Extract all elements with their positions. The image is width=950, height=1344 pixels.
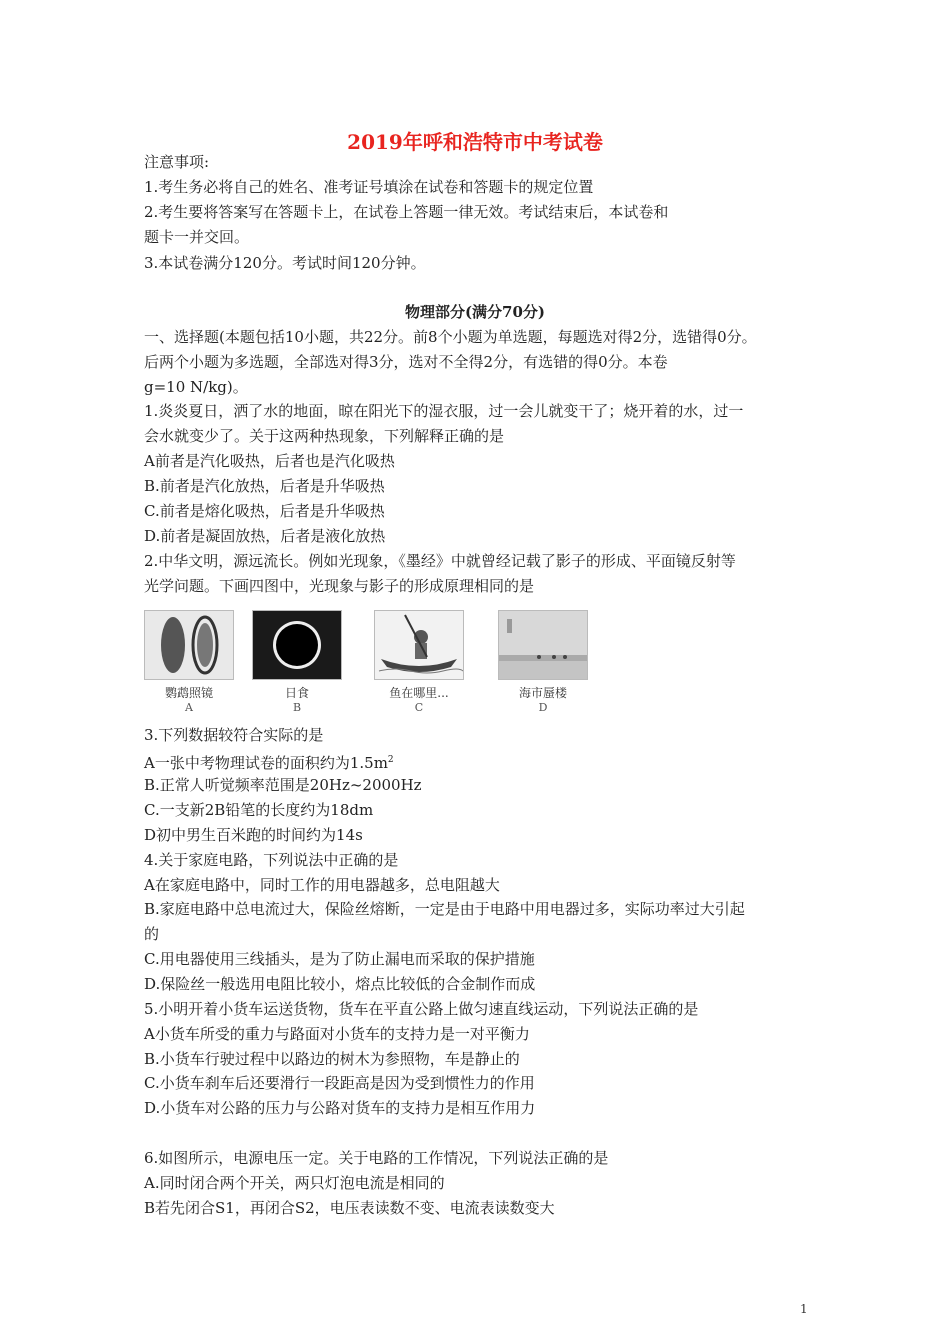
figure-c — [374, 610, 464, 714]
exam-title: 2019年呼和浩特市中考试卷 — [347, 130, 603, 154]
intro-line: 后两个小题为多选题，全部选对得3分，选对不全得2分，有选错的得0分。本卷 — [144, 353, 668, 371]
figure-a — [144, 610, 234, 714]
question-3-option-b: B.正常人听觉频率范围是20Hz~2000Hz — [144, 776, 422, 794]
question-5-option-c: C.小货车刹车后还要滑行一段距高是因为受到惯性力的作用 — [144, 1074, 535, 1092]
figure-caption: 海市蜃楼 — [518, 686, 567, 700]
intro-line: 一、选择题(本题包括10小题，共22分。前8个小题为单选题，每题选对得2分，选错得0分。 — [144, 328, 757, 346]
note-line: 2.考生要将答案写在答题卡上，在试卷上答题一律无效。考试结束后，本试卷和 — [144, 203, 669, 221]
question-1-option-b: B.前者是汽化放热，后者是升华吸热 — [144, 477, 385, 495]
question-2-figures — [144, 610, 594, 720]
option-text: A一张中考物理试卷的面积约为1.5m — [144, 754, 388, 772]
question-4-stem: 4.关于家庭电路，下列说法中正确的是 — [144, 851, 399, 869]
question-4-option-c: C.用电器使用三线插头，是为了防止漏电而采取的保护措施 — [144, 950, 535, 968]
question-1-option-d: D.前者是凝固放热，后者是液化放热 — [144, 527, 386, 545]
question-5-option-d: D.小货车对公路的压力与公路对货车的支持力是相互作用力 — [144, 1099, 536, 1117]
question-6-option-b: B若先闭合S1，再闭合S2，电压表读数不变、电流表读数变大 — [144, 1199, 555, 1217]
parrot-mirror-image — [144, 610, 234, 680]
question-2-stem: 2.中华文明，源远流长。例如光现象，《墨经》中就曾经记载了影子的形成、平面镜反射等 — [144, 552, 736, 570]
solar-eclipse-image — [252, 610, 342, 680]
note-line: 3.本试卷满分120分。考试时间120分钟。 — [144, 254, 426, 272]
page-number: 1 — [800, 1302, 808, 1316]
question-4-option-d: D.保险丝一般选用电阻比较小，熔点比较低的合金制作而成 — [144, 975, 536, 993]
question-5-option-a: A小货车所受的重力与路面对小货车的支持力是一对平衡力 — [144, 1025, 530, 1043]
question-3-option-d: D初中男生百米跑的时间约为14s — [144, 826, 363, 844]
figure-caption: 鹦鹉照镜 — [164, 686, 213, 700]
note-line: 1.考生务必将自己的姓名、准考证号填涂在试卷和答题卡的规定位置 — [144, 178, 594, 196]
figure-letter: C — [414, 701, 424, 714]
question-3-option-a — [144, 750, 394, 773]
figure-letter: A — [185, 701, 193, 714]
mirage-image — [498, 610, 588, 680]
question-1-option-c: C.前者是熔化吸热，后者是升华吸热 — [144, 502, 385, 520]
question-6-stem: 6.如图所示，电源电压一定。关于电路的工作情况，下列说法正确的是 — [144, 1149, 609, 1167]
section-title: 物理部分(满分70分) — [404, 303, 546, 321]
notes-heading: 注意事项: — [144, 153, 210, 171]
question-1-stem: 会水就变少了。关于这两种热现象，下列解释正确的是 — [144, 427, 505, 445]
question-5-stem: 5.小明开着小货车运送货物，货车在平直公路上做匀速直线运动，下列说法正确的是 — [144, 1000, 699, 1018]
question-2-stem: 光学问题。下画四图中，光现象与影子的形成原理相同的是 — [144, 577, 535, 595]
question-1-option-a: A前者是汽化吸热，后者也是汽化吸热 — [144, 452, 395, 470]
question-6-option-a: A.同时闭合两个开关，两只灯泡电流是相同的 — [144, 1174, 445, 1192]
figure-letter: D — [538, 701, 548, 714]
note-line: 题卡一并交回。 — [144, 228, 250, 246]
figure-letter: B — [292, 701, 302, 714]
fishing-boat-image — [374, 610, 464, 680]
figure-b — [252, 610, 342, 714]
question-4-option-b-cont: 的 — [144, 925, 160, 943]
superscript: 2 — [387, 755, 394, 765]
figure-caption: 鱼在哪里... — [389, 686, 449, 700]
question-5-option-b: B.小货车行驶过程中以路边的树木为参照物，车是静止的 — [144, 1050, 520, 1068]
question-4-option-a: A在家庭电路中，同时工作的用电器越多，总电阻越大 — [144, 876, 500, 894]
intro-line: g=10 N/kg)。 — [144, 378, 248, 396]
question-3-option-c: C.一支新2B铅笔的长度约为18dm — [144, 801, 374, 819]
figure-caption: 日食 — [284, 686, 309, 700]
question-1-stem: 1.炎炎夏日，洒了水的地面，晾在阳光下的湿衣服，过一会儿就变干了；烧开着的水，过一 — [144, 402, 744, 420]
figure-d — [498, 610, 588, 714]
question-4-option-b: B.家庭电路中总电流过大，保险丝熔断，一定是由于电路中用电器过多，实际功率过大引起 — [144, 900, 745, 918]
question-3-stem: 3.下列数据较符合实际的是 — [144, 726, 324, 744]
